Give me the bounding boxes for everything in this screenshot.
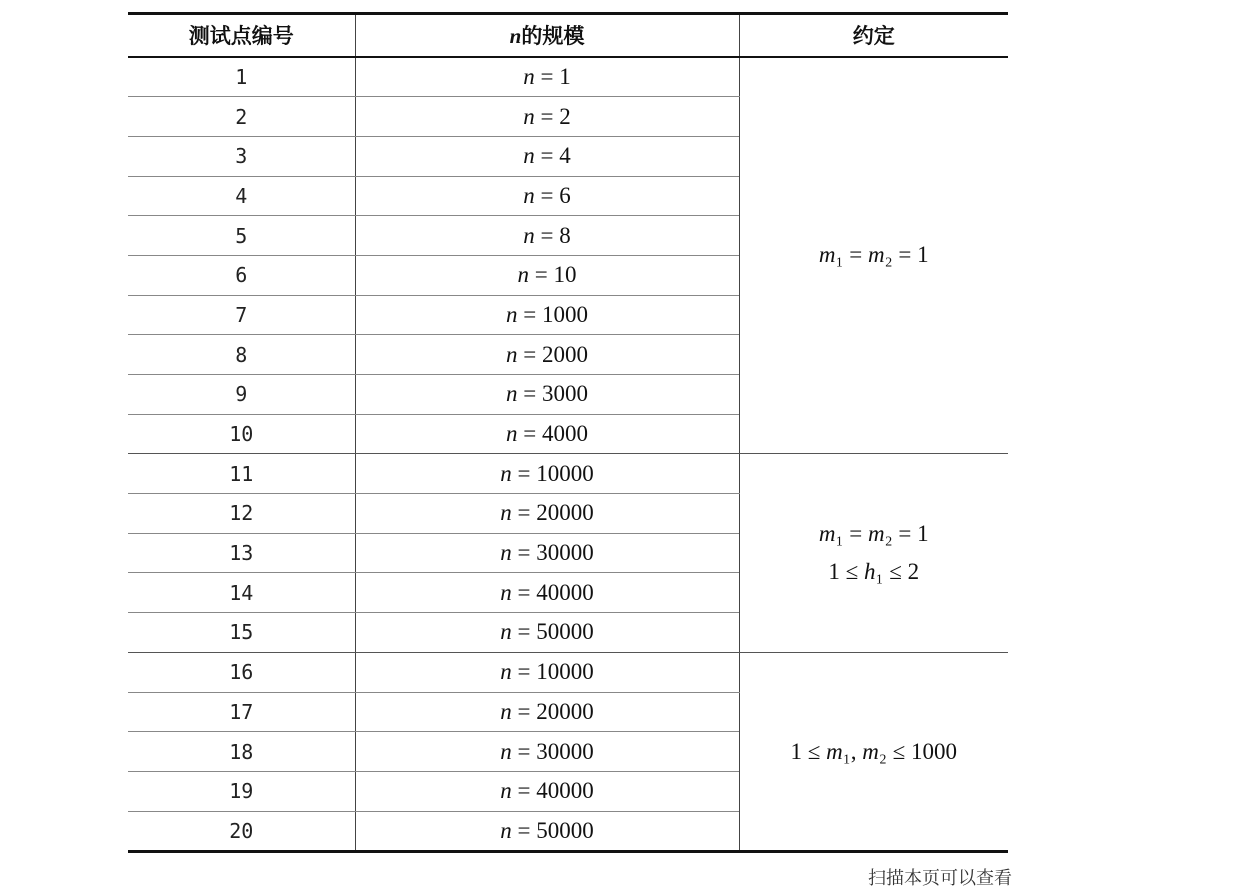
n-scale-cell: n = 2 <box>355 97 739 137</box>
n-scale-cell: n = 2000 <box>355 335 739 375</box>
test-id-cell: 5 <box>128 216 355 256</box>
test-id-cell: 10 <box>128 414 355 454</box>
table-header-row <box>128 14 1008 57</box>
bottom-note: 扫描本页可以查看 <box>868 868 1012 889</box>
n-scale-cell: n = 30000 <box>355 533 739 573</box>
header-n-scale: n的规模 <box>355 14 739 57</box>
test-id-cell: 2 <box>128 97 355 137</box>
test-id-cell: 9 <box>128 375 355 415</box>
n-scale-cell: n = 3000 <box>355 375 739 415</box>
n-scale-cell: n = 50000 <box>355 613 739 653</box>
constraints-table <box>128 12 1008 853</box>
test-id-cell: 13 <box>128 533 355 573</box>
test-id-cell: 11 <box>128 454 355 494</box>
header-convention: 约定 <box>739 14 1008 57</box>
convention-cell <box>739 652 1008 851</box>
test-id-cell: 18 <box>128 732 355 772</box>
convention-cell <box>739 57 1008 454</box>
n-scale-cell: n = 4000 <box>355 414 739 454</box>
convention-line: 1 ≤ h₁ ≤ 2 <box>828 559 920 585</box>
test-id-cell: 12 <box>128 494 355 534</box>
test-id-cell: 8 <box>128 335 355 375</box>
test-id-cell: 19 <box>128 771 355 811</box>
convention-line: 1 ≤ m₁, m₂ ≤ 1000 <box>790 738 958 764</box>
test-id-cell: 4 <box>128 176 355 216</box>
n-scale-cell: n = 4 <box>355 136 739 176</box>
n-scale-cell: n = 20000 <box>355 692 739 732</box>
test-id-cell: 14 <box>128 573 355 613</box>
test-id-cell: 3 <box>128 136 355 176</box>
test-id-cell: 16 <box>128 652 355 692</box>
test-id-cell: 17 <box>128 692 355 732</box>
convention-line: m₁ = m₂ = 1 <box>818 521 929 547</box>
n-scale-cell: n = 20000 <box>355 494 739 534</box>
n-scale-cell: n = 10 <box>355 255 739 295</box>
table-row <box>128 652 1008 692</box>
n-scale-cell: n = 1 <box>355 57 739 97</box>
test-id-cell: 6 <box>128 255 355 295</box>
n-scale-cell: n = 50000 <box>355 811 739 852</box>
convention-line: m₁ = m₂ = 1 <box>818 242 929 268</box>
n-scale-cell: n = 10000 <box>355 652 739 692</box>
n-scale-cell: n = 6 <box>355 176 739 216</box>
table-row <box>128 57 1008 97</box>
test-id-cell: 1 <box>128 57 355 97</box>
test-id-cell: 15 <box>128 613 355 653</box>
table-row <box>128 454 1008 494</box>
n-scale-cell: n = 30000 <box>355 732 739 772</box>
n-scale-cell: n = 40000 <box>355 573 739 613</box>
constraints-table-container <box>128 12 1008 853</box>
header-test-id: 测试点编号 <box>128 14 355 57</box>
n-scale-cell: n = 40000 <box>355 771 739 811</box>
convention-cell <box>739 454 1008 652</box>
n-scale-cell: n = 8 <box>355 216 739 256</box>
test-id-cell: 7 <box>128 295 355 335</box>
table-body <box>128 57 1008 852</box>
test-id-cell: 20 <box>128 811 355 852</box>
n-scale-cell: n = 10000 <box>355 454 739 494</box>
n-scale-cell: n = 1000 <box>355 295 739 335</box>
